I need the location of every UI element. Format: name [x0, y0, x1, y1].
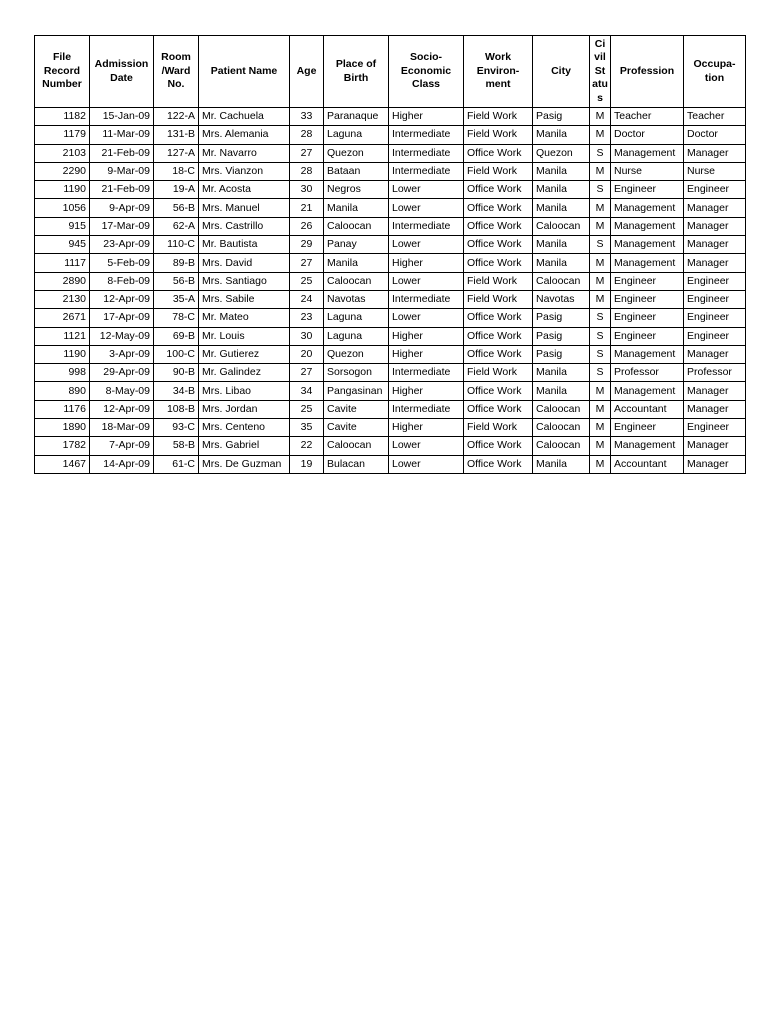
admission-date-cell: 21-Feb-09	[90, 181, 154, 199]
age-cell: 19	[290, 455, 324, 473]
city-cell: Manila	[533, 455, 590, 473]
admission-date-cell: 12-May-09	[90, 327, 154, 345]
socio-economic-class-cell: Higher	[389, 345, 464, 363]
profession-cell: Accountant	[611, 455, 684, 473]
place-of-birth-cell: Cavite	[324, 419, 389, 437]
age-cell: 27	[290, 144, 324, 162]
occupation-cell: Engineer	[684, 419, 746, 437]
table-row	[35, 437, 746, 455]
place-of-birth-cell: Manila	[324, 199, 389, 217]
work-environment-cell: Office Work	[464, 327, 533, 345]
patient-name-cell: Mrs. Jordan	[199, 400, 290, 418]
room-ward-cell: 58-B	[154, 437, 199, 455]
socio-economic-class-cell: Intermediate	[389, 162, 464, 180]
header-patient-name: Patient Name	[199, 36, 290, 108]
patient-name-cell: Mr. Mateo	[199, 309, 290, 327]
patient-name-cell: Mrs. Vianzon	[199, 162, 290, 180]
table-row	[35, 199, 746, 217]
admission-date-cell: 14-Apr-09	[90, 455, 154, 473]
table-row	[35, 382, 746, 400]
city-cell: Pasig	[533, 309, 590, 327]
patient-name-cell: Mrs. Castrillo	[199, 217, 290, 235]
file-record-number-cell: 998	[35, 364, 90, 382]
occupation-cell: Engineer	[684, 327, 746, 345]
admission-date-cell: 15-Jan-09	[90, 108, 154, 126]
admission-date-cell: 23-Apr-09	[90, 236, 154, 254]
civil-status-cell: S	[590, 364, 611, 382]
work-environment-cell: Office Work	[464, 382, 533, 400]
age-cell: 30	[290, 181, 324, 199]
city-cell: Manila	[533, 199, 590, 217]
profession-cell: Management	[611, 217, 684, 235]
file-record-number-cell: 2130	[35, 290, 90, 308]
room-ward-cell: 34-B	[154, 382, 199, 400]
profession-cell: Management	[611, 382, 684, 400]
table-row	[35, 327, 746, 345]
file-record-number-cell: 1190	[35, 181, 90, 199]
patient-records-table	[34, 35, 746, 474]
age-cell: 27	[290, 254, 324, 272]
city-cell: Caloocan	[533, 437, 590, 455]
occupation-cell: Manager	[684, 400, 746, 418]
table-row	[35, 364, 746, 382]
header-civil-status: Civil Status	[590, 36, 611, 108]
profession-cell: Engineer	[611, 309, 684, 327]
city-cell: Manila	[533, 126, 590, 144]
file-record-number-cell: 1179	[35, 126, 90, 144]
work-environment-cell: Office Work	[464, 181, 533, 199]
work-environment-cell: Field Work	[464, 108, 533, 126]
work-environment-cell: Field Work	[464, 272, 533, 290]
work-environment-cell: Field Work	[464, 419, 533, 437]
room-ward-cell: 56-B	[154, 272, 199, 290]
patient-name-cell: Mrs. Manuel	[199, 199, 290, 217]
age-cell: 26	[290, 217, 324, 235]
profession-cell: Engineer	[611, 181, 684, 199]
admission-date-cell: 18-Mar-09	[90, 419, 154, 437]
room-ward-cell: 108-B	[154, 400, 199, 418]
age-cell: 23	[290, 309, 324, 327]
file-record-number-cell: 2671	[35, 309, 90, 327]
civil-status-cell: S	[590, 309, 611, 327]
table-row	[35, 345, 746, 363]
place-of-birth-cell: Quezon	[324, 144, 389, 162]
admission-date-cell: 21-Feb-09	[90, 144, 154, 162]
work-environment-cell: Office Work	[464, 254, 533, 272]
civil-status-cell: M	[590, 217, 611, 235]
civil-status-cell: M	[590, 290, 611, 308]
admission-date-cell: 5-Feb-09	[90, 254, 154, 272]
profession-cell: Engineer	[611, 272, 684, 290]
age-cell: 25	[290, 400, 324, 418]
city-cell: Manila	[533, 254, 590, 272]
occupation-cell: Engineer	[684, 309, 746, 327]
occupation-cell: Manager	[684, 236, 746, 254]
profession-cell: Nurse	[611, 162, 684, 180]
place-of-birth-cell: Panay	[324, 236, 389, 254]
table-row	[35, 236, 746, 254]
header-file-record-number: File Record Number	[35, 36, 90, 108]
admission-date-cell: 29-Apr-09	[90, 364, 154, 382]
room-ward-cell: 127-A	[154, 144, 199, 162]
place-of-birth-cell: Caloocan	[324, 272, 389, 290]
place-of-birth-cell: Manila	[324, 254, 389, 272]
occupation-cell: Professor	[684, 364, 746, 382]
admission-date-cell: 8-Feb-09	[90, 272, 154, 290]
city-cell: Quezon	[533, 144, 590, 162]
socio-economic-class-cell: Lower	[389, 272, 464, 290]
socio-economic-class-cell: Higher	[389, 419, 464, 437]
patient-name-cell: Mr. Louis	[199, 327, 290, 345]
admission-date-cell: 9-Mar-09	[90, 162, 154, 180]
socio-economic-class-cell: Intermediate	[389, 400, 464, 418]
patient-name-cell: Mrs. Sabile	[199, 290, 290, 308]
place-of-birth-cell: Cavite	[324, 400, 389, 418]
age-cell: 25	[290, 272, 324, 290]
patient-name-cell: Mrs. Santiago	[199, 272, 290, 290]
header-admission-date: Admission Date	[90, 36, 154, 108]
city-cell: Manila	[533, 162, 590, 180]
profession-cell: Engineer	[611, 290, 684, 308]
room-ward-cell: 61-C	[154, 455, 199, 473]
work-environment-cell: Office Work	[464, 199, 533, 217]
occupation-cell: Nurse	[684, 162, 746, 180]
occupation-cell: Teacher	[684, 108, 746, 126]
place-of-birth-cell: Navotas	[324, 290, 389, 308]
file-record-number-cell: 890	[35, 382, 90, 400]
header-work-environment: Work Environ-ment	[464, 36, 533, 108]
admission-date-cell: 12-Apr-09	[90, 400, 154, 418]
work-environment-cell: Office Work	[464, 400, 533, 418]
place-of-birth-cell: Paranaque	[324, 108, 389, 126]
place-of-birth-cell: Bulacan	[324, 455, 389, 473]
patient-name-cell: Mr. Galindez	[199, 364, 290, 382]
city-cell: Caloocan	[533, 419, 590, 437]
file-record-number-cell: 2290	[35, 162, 90, 180]
city-cell: Navotas	[533, 290, 590, 308]
socio-economic-class-cell: Lower	[389, 455, 464, 473]
age-cell: 27	[290, 364, 324, 382]
room-ward-cell: 90-B	[154, 364, 199, 382]
work-environment-cell: Field Work	[464, 364, 533, 382]
civil-status-cell: M	[590, 419, 611, 437]
civil-status-cell: M	[590, 272, 611, 290]
room-ward-cell: 122-A	[154, 108, 199, 126]
header-age: Age	[290, 36, 324, 108]
civil-status-cell: M	[590, 437, 611, 455]
age-cell: 35	[290, 419, 324, 437]
age-cell: 34	[290, 382, 324, 400]
work-environment-cell: Office Work	[464, 345, 533, 363]
header-place-of-birth: Place of Birth	[324, 36, 389, 108]
place-of-birth-cell: Negros	[324, 181, 389, 199]
room-ward-cell: 89-B	[154, 254, 199, 272]
occupation-cell: Manager	[684, 382, 746, 400]
socio-economic-class-cell: Higher	[389, 327, 464, 345]
patient-name-cell: Mr. Cachuela	[199, 108, 290, 126]
file-record-number-cell: 1467	[35, 455, 90, 473]
civil-status-cell: M	[590, 455, 611, 473]
room-ward-cell: 69-B	[154, 327, 199, 345]
socio-economic-class-cell: Higher	[389, 382, 464, 400]
place-of-birth-cell: Laguna	[324, 327, 389, 345]
admission-date-cell: 12-Apr-09	[90, 290, 154, 308]
room-ward-cell: 78-C	[154, 309, 199, 327]
place-of-birth-cell: Caloocan	[324, 437, 389, 455]
age-cell: 33	[290, 108, 324, 126]
city-cell: Pasig	[533, 108, 590, 126]
file-record-number-cell: 1782	[35, 437, 90, 455]
room-ward-cell: 62-A	[154, 217, 199, 235]
work-environment-cell: Field Work	[464, 162, 533, 180]
table-row	[35, 455, 746, 473]
table-row	[35, 272, 746, 290]
socio-economic-class-cell: Intermediate	[389, 217, 464, 235]
records-body	[35, 108, 746, 474]
work-environment-cell: Field Work	[464, 126, 533, 144]
profession-cell: Management	[611, 437, 684, 455]
profession-cell: Management	[611, 199, 684, 217]
profession-cell: Doctor	[611, 126, 684, 144]
patient-name-cell: Mrs. Alemania	[199, 126, 290, 144]
table-row	[35, 181, 746, 199]
table-row	[35, 419, 746, 437]
age-cell: 22	[290, 437, 324, 455]
header-room-ward-no: Room /Ward No.	[154, 36, 199, 108]
occupation-cell: Manager	[684, 254, 746, 272]
profession-cell: Accountant	[611, 400, 684, 418]
place-of-birth-cell: Caloocan	[324, 217, 389, 235]
room-ward-cell: 100-C	[154, 345, 199, 363]
room-ward-cell: 35-A	[154, 290, 199, 308]
file-record-number-cell: 2890	[35, 272, 90, 290]
work-environment-cell: Office Work	[464, 455, 533, 473]
city-cell: Caloocan	[533, 272, 590, 290]
profession-cell: Engineer	[611, 419, 684, 437]
patient-name-cell: Mrs. Centeno	[199, 419, 290, 437]
occupation-cell: Manager	[684, 144, 746, 162]
table-row	[35, 309, 746, 327]
profession-cell: Management	[611, 254, 684, 272]
file-record-number-cell: 1190	[35, 345, 90, 363]
file-record-number-cell: 945	[35, 236, 90, 254]
place-of-birth-cell: Sorsogon	[324, 364, 389, 382]
civil-status-cell: M	[590, 400, 611, 418]
admission-date-cell: 11-Mar-09	[90, 126, 154, 144]
age-cell: 28	[290, 126, 324, 144]
patient-name-cell: Mr. Gutierez	[199, 345, 290, 363]
table-row	[35, 217, 746, 235]
occupation-cell: Engineer	[684, 181, 746, 199]
admission-date-cell: 8-May-09	[90, 382, 154, 400]
socio-economic-class-cell: Intermediate	[389, 364, 464, 382]
socio-economic-class-cell: Lower	[389, 437, 464, 455]
table-row	[35, 108, 746, 126]
socio-economic-class-cell: Intermediate	[389, 290, 464, 308]
table-row	[35, 254, 746, 272]
header-socio-economic-class: Socio-Economic Class	[389, 36, 464, 108]
room-ward-cell: 18-C	[154, 162, 199, 180]
socio-economic-class-cell: Intermediate	[389, 126, 464, 144]
profession-cell: Teacher	[611, 108, 684, 126]
file-record-number-cell: 1890	[35, 419, 90, 437]
socio-economic-class-cell: Lower	[389, 199, 464, 217]
socio-economic-class-cell: Lower	[389, 309, 464, 327]
place-of-birth-cell: Bataan	[324, 162, 389, 180]
room-ward-cell: 56-B	[154, 199, 199, 217]
city-cell: Manila	[533, 181, 590, 199]
table-row	[35, 162, 746, 180]
admission-date-cell: 17-Apr-09	[90, 309, 154, 327]
civil-status-cell: S	[590, 144, 611, 162]
place-of-birth-cell: Pangasinan	[324, 382, 389, 400]
admission-date-cell: 7-Apr-09	[90, 437, 154, 455]
file-record-number-cell: 1056	[35, 199, 90, 217]
age-cell: 24	[290, 290, 324, 308]
city-cell: Manila	[533, 364, 590, 382]
civil-status-cell: M	[590, 126, 611, 144]
socio-economic-class-cell: Higher	[389, 108, 464, 126]
profession-cell: Management	[611, 345, 684, 363]
work-environment-cell: Office Work	[464, 144, 533, 162]
city-cell: Manila	[533, 236, 590, 254]
city-cell: Pasig	[533, 345, 590, 363]
socio-economic-class-cell: Intermediate	[389, 144, 464, 162]
table-row	[35, 290, 746, 308]
header-city: City	[533, 36, 590, 108]
occupation-cell: Engineer	[684, 290, 746, 308]
socio-economic-class-cell: Higher	[389, 254, 464, 272]
place-of-birth-cell: Laguna	[324, 126, 389, 144]
file-record-number-cell: 2103	[35, 144, 90, 162]
city-cell: Caloocan	[533, 400, 590, 418]
occupation-cell: Manager	[684, 437, 746, 455]
patient-name-cell: Mr. Acosta	[199, 181, 290, 199]
room-ward-cell: 131-B	[154, 126, 199, 144]
patient-name-cell: Mrs. Gabriel	[199, 437, 290, 455]
header-row	[35, 36, 746, 108]
admission-date-cell: 3-Apr-09	[90, 345, 154, 363]
city-cell: Manila	[533, 382, 590, 400]
table-row	[35, 126, 746, 144]
place-of-birth-cell: Laguna	[324, 309, 389, 327]
patient-name-cell: Mrs. Libao	[199, 382, 290, 400]
civil-status-cell: S	[590, 327, 611, 345]
work-environment-cell: Office Work	[464, 437, 533, 455]
age-cell: 21	[290, 199, 324, 217]
room-ward-cell: 110-C	[154, 236, 199, 254]
age-cell: 28	[290, 162, 324, 180]
civil-status-cell: S	[590, 236, 611, 254]
place-of-birth-cell: Quezon	[324, 345, 389, 363]
patient-name-cell: Mr. Bautista	[199, 236, 290, 254]
work-environment-cell: Office Work	[464, 217, 533, 235]
profession-cell: Engineer	[611, 327, 684, 345]
occupation-cell: Doctor	[684, 126, 746, 144]
table-row	[35, 400, 746, 418]
socio-economic-class-cell: Lower	[389, 236, 464, 254]
occupation-cell: Manager	[684, 199, 746, 217]
file-record-number-cell: 915	[35, 217, 90, 235]
work-environment-cell: Field Work	[464, 290, 533, 308]
age-cell: 29	[290, 236, 324, 254]
admission-date-cell: 9-Apr-09	[90, 199, 154, 217]
age-cell: 30	[290, 327, 324, 345]
work-environment-cell: Office Work	[464, 236, 533, 254]
work-environment-cell: Office Work	[464, 309, 533, 327]
patient-name-cell: Mrs. De Guzman	[199, 455, 290, 473]
civil-status-cell: S	[590, 181, 611, 199]
civil-status-cell: M	[590, 382, 611, 400]
age-cell: 20	[290, 345, 324, 363]
header-occupation: Occupa-tion	[684, 36, 746, 108]
table-row	[35, 144, 746, 162]
civil-status-cell: M	[590, 254, 611, 272]
socio-economic-class-cell: Lower	[389, 181, 464, 199]
civil-status-cell: M	[590, 162, 611, 180]
file-record-number-cell: 1182	[35, 108, 90, 126]
civil-status-cell: M	[590, 199, 611, 217]
profession-cell: Management	[611, 236, 684, 254]
file-record-number-cell: 1176	[35, 400, 90, 418]
city-cell: Caloocan	[533, 217, 590, 235]
civil-status-cell: S	[590, 345, 611, 363]
occupation-cell: Manager	[684, 345, 746, 363]
city-cell: Pasig	[533, 327, 590, 345]
room-ward-cell: 19-A	[154, 181, 199, 199]
profession-cell: Management	[611, 144, 684, 162]
civil-status-cell: M	[590, 108, 611, 126]
occupation-cell: Engineer	[684, 272, 746, 290]
occupation-cell: Manager	[684, 217, 746, 235]
file-record-number-cell: 1121	[35, 327, 90, 345]
occupation-cell: Manager	[684, 455, 746, 473]
patient-name-cell: Mr. Navarro	[199, 144, 290, 162]
admission-date-cell: 17-Mar-09	[90, 217, 154, 235]
header-profession: Profession	[611, 36, 684, 108]
file-record-number-cell: 1117	[35, 254, 90, 272]
patient-name-cell: Mrs. David	[199, 254, 290, 272]
room-ward-cell: 93-C	[154, 419, 199, 437]
profession-cell: Professor	[611, 364, 684, 382]
